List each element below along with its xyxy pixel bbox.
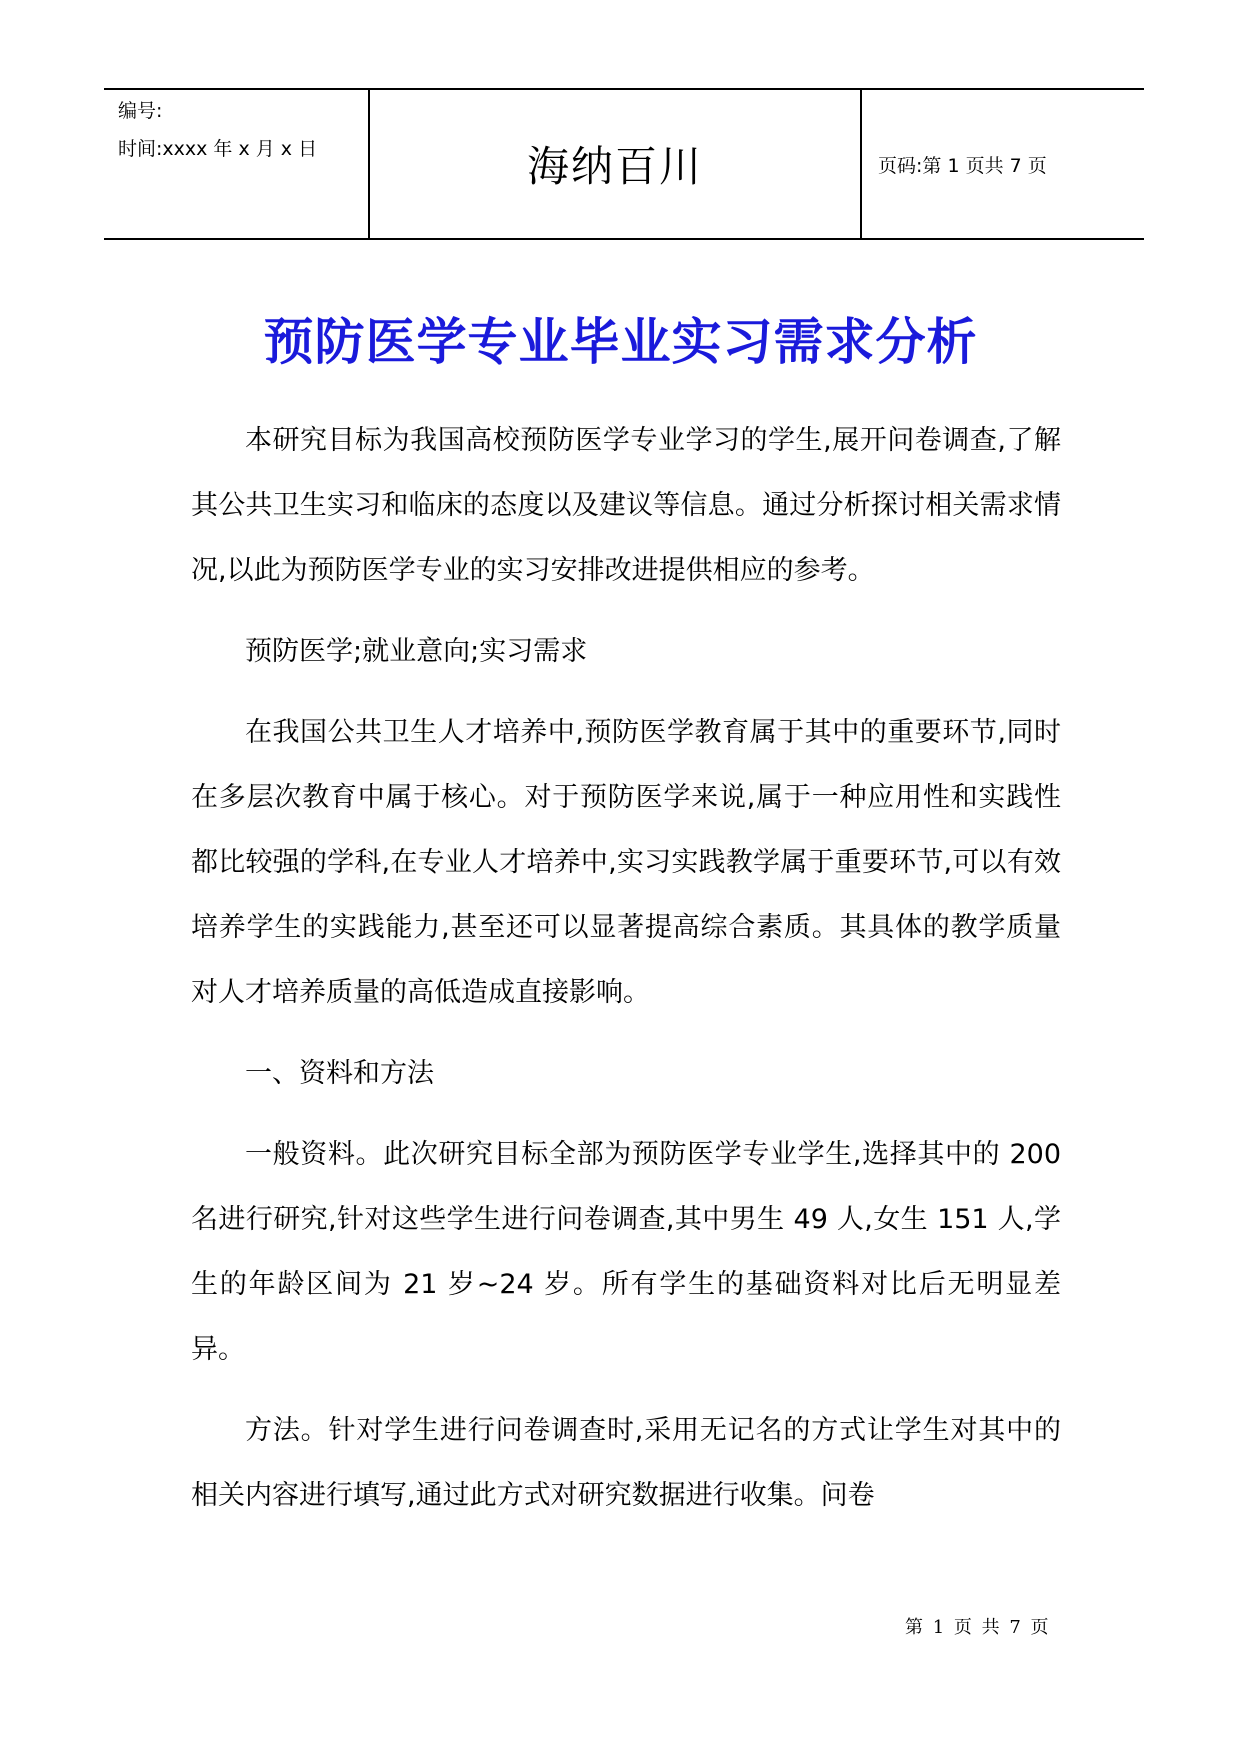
footer-page-number: 第 1 页 共 7 页: [905, 1617, 1049, 1638]
document-number-label: 编号:: [118, 100, 163, 122]
methods-paragraph: 方法。针对学生进行问卷调查时,采用无记名的方式让学生对其中的相关内容进行填写,通过此方式对研究数据进行收集。问卷: [191, 1415, 1061, 1511]
document-time-label: 时间:xxxx 年 x 月 x 日: [118, 138, 318, 160]
header-right-cell: [862, 90, 1144, 238]
document-body: [191, 408, 1061, 1544]
company-name: 海纳百川: [526, 142, 703, 191]
section-heading: 一、资料和方法: [245, 1058, 434, 1089]
intro-paragraph: 在我国公共卫生人才培养中,预防医学教育属于其中的重要环节,同时在多层次教育中属于核心。对于预防医学来说,属于一种应用性和实践性都比较强的学科,在专业人才培养中,实习实践教学属于重要环节,可以有效培养学生的实践能力,甚至还可以显著提高综合素质。其具体的教学质量对人才培养质量的高低造成直接影响。: [191, 717, 1061, 1008]
abstract-paragraph: 本研究目标为我国高校预防医学专业学习的学生,展开问卷调查,了解其公共卫生实习和临床的态度以及建议等信息。通过分析探讨相关需求情况,以此为预防医学专业的实习安排改进提供相应的参考。: [191, 425, 1061, 586]
keywords-paragraph: 预防医学;就业意向;实习需求: [245, 636, 588, 667]
document-title: 预防医学专业毕业实习需求分析: [263, 312, 978, 371]
header-table: [104, 88, 1144, 240]
general-data-paragraph: 一般资料。此次研究目标全部为预防医学专业学生,选择其中的 200 名进行研究,针对这些学生进行问卷调查,其中男生 49 人,女生 151 人,学生的年龄区间为 21 岁~24 岁。所有学生的基础资料对比后无明显差异。: [191, 1139, 1061, 1365]
header-left-cell: [104, 90, 370, 238]
header-center-cell: [370, 90, 862, 238]
page-code-label: 页码:第 1 页共 7 页: [878, 154, 1047, 177]
